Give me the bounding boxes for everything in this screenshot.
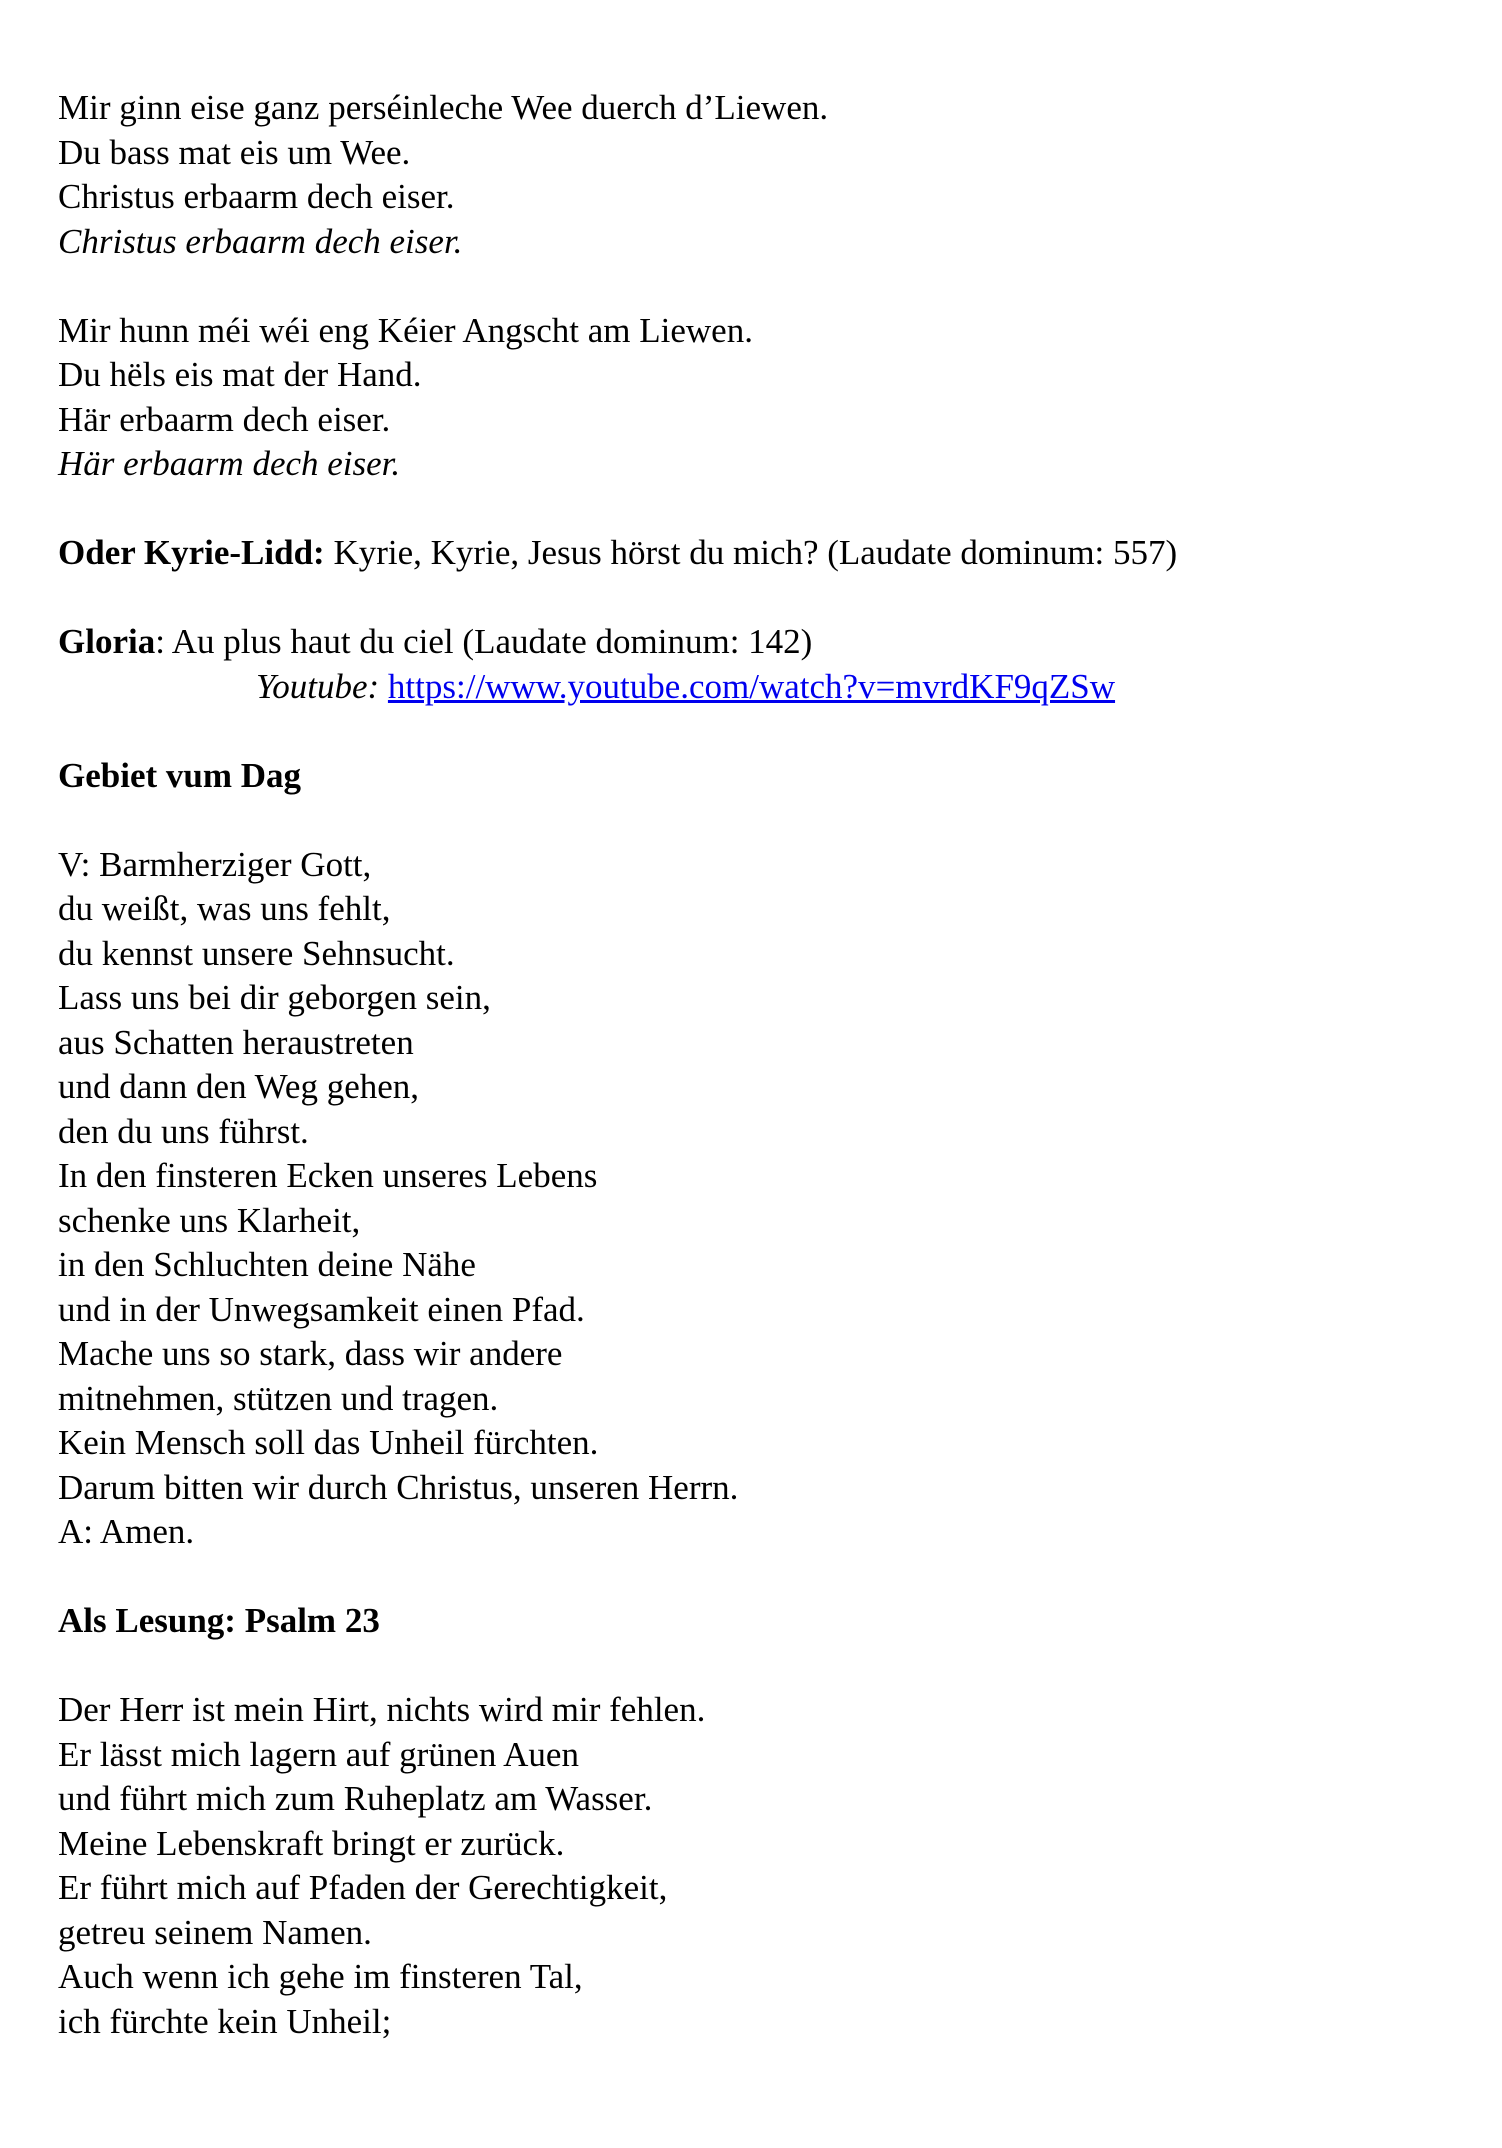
psalm-line: Auch wenn ich gehe im finsteren Tal, [58,1957,583,1996]
prayer-line: Lass uns bei dir geborgen sein, [58,978,491,1017]
text-line: Du bass mat eis um Wee. [58,132,411,172]
spacer [58,576,1438,621]
prayer-line: Darum bitten wir durch Christus, unseren Herrn. [58,1467,739,1507]
text-line: Här erbaarm dech eiser. [58,399,391,439]
prayer-line: du weißt, was uns fehlt, [58,889,391,928]
prayer-line: aus Schatten heraustreten [58,1022,414,1062]
text-line: Du hëls eis mat der Hand. [58,355,422,394]
spacer [58,264,1438,309]
psalm-line: und führt mich zum Ruheplatz am Wasser. [58,1779,653,1818]
youtube-link[interactable]: https://www.youtube.com/watch?v=mvrdKF9qZSw [387,666,1116,706]
response-line: Christus erbaarm dech eiser. [58,221,463,261]
text-line: Mir ginn eise ganz perséinleche Wee duerch d’Liewen. [58,88,829,127]
kyrie-lidd-text: Kyrie, Kyrie, Jesus hörst du mich? (Laudate dominum: 557) [324,533,1178,572]
prayer-line: A: Amen. [58,1512,195,1551]
text-line: Christus erbaarm dech eiser. [58,177,455,216]
youtube-label: Youtube: [256,666,380,706]
prayer-line: Mache uns so stark, dass wir andere [58,1334,563,1373]
psalm-line: Meine Lebenskraft bringt er zurück. [58,1823,565,1863]
psalm-text [58,1688,1438,2044]
psalm-line: Er lässt mich lagern auf grünen Auen [58,1734,579,1774]
prayer-line: schenke uns Klarheit, [58,1200,361,1240]
prayer-line: Kein Mensch soll das Unheil fürchten. [58,1423,599,1462]
kyrie-lidd-line [58,531,1438,576]
prayer-line: und in der Unwegsamkeit einen Pfad. [58,1289,585,1329]
gebiet-prayer [58,843,1438,1555]
gebiet-heading: Gebiet vum Dag [58,755,302,795]
psalm-line: Er führt mich auf Pfaden der Gerechtigkeit, [58,1868,668,1907]
spacer [58,1555,1438,1600]
spacer [58,487,1438,532]
kyrie-lidd-label: Oder Kyrie-Lidd: [58,533,325,572]
text-line: Mir hunn méi wéi eng Kéier Angscht am Liewen. [58,310,753,350]
prayer-line: In den finsteren Ecken unseres Lebens [58,1156,598,1195]
gloria-text: : Au plus haut du ciel (Laudate dominum: 142) [155,622,813,661]
psalm-line: Der Herr ist mein Hirt, nichts wird mir fehlen. [58,1690,706,1729]
prayer-line: mitnehmen, stützen und tragen. [58,1378,499,1418]
gloria-label: Gloria [58,622,156,661]
psalm-line: ich fürchte kein Unheil; [58,2001,392,2041]
prayer-line: V: Barmherziger Gott, [58,844,372,884]
document-page [58,86,1438,2044]
prayer-line: und dann den Weg gehen, [58,1067,420,1106]
gloria-line [58,620,1438,665]
psalm-line: getreu seinem Namen. [58,1912,372,1952]
spacer [58,1644,1438,1689]
response-line: Här erbaarm dech eiser. [58,444,401,483]
spacer [58,709,1438,754]
lesung-heading: Als Lesung: Psalm 23 [58,1601,380,1640]
kyrie-verse-1 [58,86,1438,264]
prayer-line: in den Schluchten deine Nähe [58,1245,476,1284]
spacer [58,798,1438,843]
kyrie-verse-2 [58,309,1438,487]
prayer-line: du kennst unsere Sehnsucht. [58,933,455,973]
youtube-line [58,665,1438,710]
prayer-line: den du uns führst. [58,1111,309,1151]
